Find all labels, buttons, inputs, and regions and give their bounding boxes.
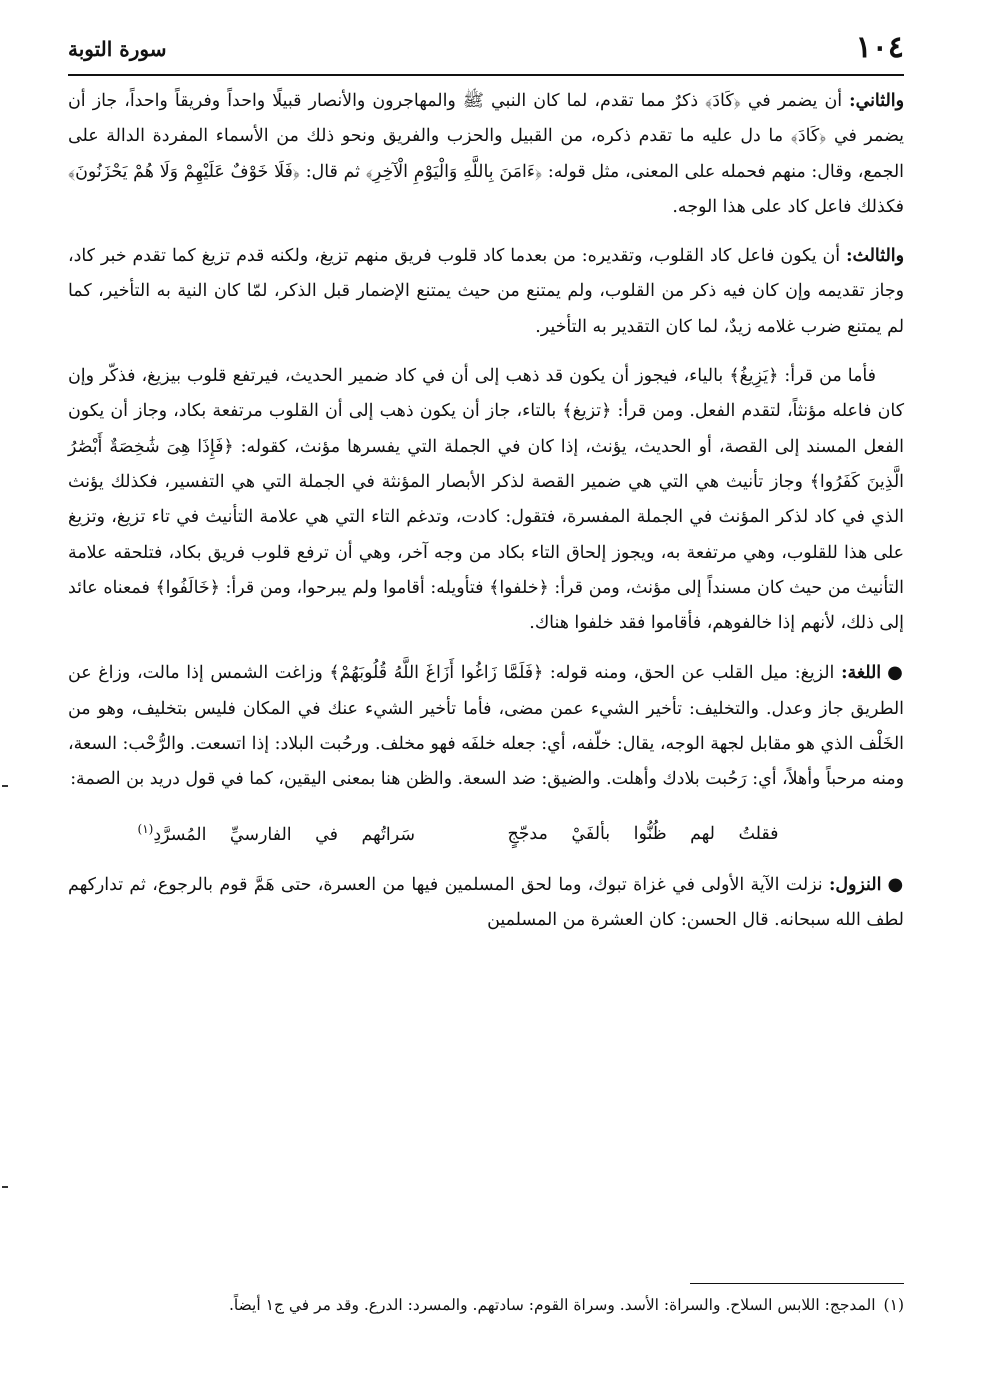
footnote-divider (690, 1283, 904, 1284)
paragraph-body: نزلت الآية الأولى في غزاة تبوك، وما لحق المسلمين فيها من العسرة، حتى هَمَّ قوم بالرجوع، ثم تداركهم لطف الله سبحانه. قال الحسن: كان العشرة من المسلمين (68, 874, 904, 931)
paragraph-body: فأما من قرأ: ﴿يَزِيغُ﴾ بالياء، فيجوز أن يكون قد ذهب إلى أن في كاد ضمير الحديث، فيرتفع قلوب بيزيغ، فذكّر وإن كان فاعله مؤنثاً، لتقدم الفعل. ومن قرأ: ﴿تزيغ﴾ بالتاء، جاز أن يكون ذهب إلى أن القلوب مرتفعة بكاد، وجاز أن يكون الفعل المسند إلى القصة، أو الحديث، يؤنث، إذا كان في الجملة التي يفسرها مؤنث، كقوله: ﴿فَإِذَا هِىَ شَٰخِصَةٌ أَبْصَٰرُ الَّذِينَ كَفَرُوا﴾ وجاز تأنيث هي التي هي ضمير القصة لذكر الأبصار المؤنثة في الجملة التي هي التفسير، فكذلك يؤنث الذي في كاد لذكر المؤنث في الجملة المفسرة، فتقول: كادت، وتدغم التاء التي هي علامة التأنيث في تاء تزيغ، وتزيغ على هذا للقلوب، وهي مرتفعة به، ويجوز إلحاق التاء بكاد من وجه آخر، وهي أن ترفع قلوب فريق بكاد، فتلحقه علامة التأنيث من حيث كان مسنداً إلى مؤنث، ومن قرأ: ﴿خلفوا﴾ فتأويله: أقاموا ولم يبرحوا، ومن قرأ: ﴿خَالَفُوا﴾ فمعناه عائد إلى ذلك، لأنهم إذا خالفوهم، فأقاموا فقد خلفوا هناك. (68, 366, 904, 634)
bullet-icon: ● (887, 873, 904, 895)
main-text (68, 84, 904, 1264)
paragraph-body: أن يضمر في ﴿كَادَ﴾ ذكرٌ مما تقدم، لما كان النبي ﷺ والمهاجرون والأنصار قبيلًا واحداً وفريقاً واحداً، جاز أن يضمر في ﴿كَادَ﴾ ما دل عليه ما تقدم ذكره، من القبيل والحزب والفريق ونحو ذلك من الأسماء المفردة الدالة على الجمع، وقال: منهم فحمله على المعنى، مثل قوله: ﴿ءَامَنَ بِاللَّهِ وَالْيَوْمِ الْآخِرِ﴾ ثم قال: ﴿فَلَا خَوْفٌ عَلَيْهِمْ وَلَا هُمْ يَحْزَنُونَ﴾ فكذلك فاعل كاد على هذا الوجه. (68, 91, 904, 217)
section-heading: النزول: (829, 874, 882, 895)
section-revelation (68, 867, 904, 939)
verse-first-hemistich: فقلتُ لهم ظُنُّوا بألفَيْ مدجّجٍ (507, 824, 779, 845)
footnote (68, 1290, 904, 1320)
paragraph-body: الزيغ: ميل القلب عن الحق، ومنه قوله: ﴿فَلَمَّا زَاغُوا أَزَاغَ اللَّهُ قُلُوبَهُمْ﴾ وزاغت الشمس إذا مالت، وزاغ عن الطريق جاز وعدل. والتخليف: تأخير الشيء عمن مضى، فأما تأخير الشيء عنك في المكان فليس بتخليف، وهو من الخَلْف الذي هو مقابل لجهة الوجه، يقال: خلّفه، أي: جعله خلفَه فهو مخلف. ورحُبت البلاد: إذا اتسعت. والرُّحْب: السعة، ومنه مرحباً وأهلاً، أي: رَحُبت بلادك وأهلت. والضيق: ضد السعة. والظن هنا بمعنى اليقين، كما في قول دريد بن الصمة: (68, 663, 904, 790)
paragraph-lead: والثالث: (846, 246, 904, 267)
footnote-text: المدجج: اللابس السلاح. والسراة: الأسد. وسراة القوم: سادتهم. والمسرد: الدرع. وقد مر في ج١ أيضاً. (228, 1296, 876, 1314)
page-number: ١٠٤ (855, 30, 904, 65)
paragraph-second-opinion (68, 84, 904, 225)
paragraph-readings (68, 359, 904, 641)
paragraph-third-opinion (68, 239, 904, 345)
footnote-marker: (١) (137, 821, 154, 836)
verse-second-text: سَراتُهم في الفارسيِّ المُسرَّدِ (153, 824, 415, 845)
paragraph-body: أن يكون فاعل كاد القلوب، وتقديره: من بعدما كاد قلوب فريق منهم تزيغ، ولكنه قدم تزيغ كما تقدم خبر كاد، وجاز تقديمه وإن كان فيه ذكر من القلوب، ولم يمتنع من حيث يمتنع الإضمار قبل الذكر، لمّا كان النية به التأخير، كما لم يمتنع ضرب غلامه زيدٌ، لما كان التقدير به التأخير. (68, 246, 904, 337)
bullet-icon: ● (887, 662, 904, 684)
page-header (68, 30, 904, 70)
surah-title: سورة التوبة (68, 37, 167, 61)
scan-edge-mark (2, 1186, 8, 1188)
verse-second-hemistich (138, 812, 443, 853)
scan-edge-mark (2, 785, 8, 787)
footnote-number: (١) (883, 1296, 904, 1314)
poetry-verse (68, 812, 904, 853)
section-heading: اللغة: (841, 663, 882, 684)
paragraph-lead: والثاني: (849, 91, 904, 111)
section-language (68, 655, 904, 797)
header-divider (68, 74, 904, 76)
